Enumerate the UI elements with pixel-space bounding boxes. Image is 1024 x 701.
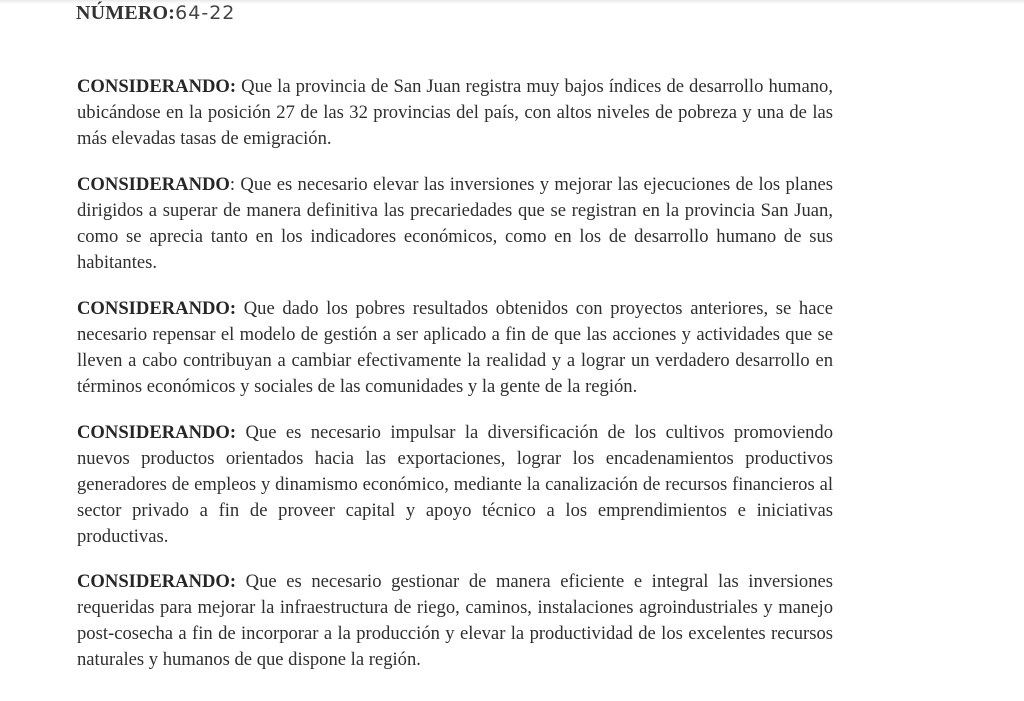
considerando-paragraph-5 (77, 569, 833, 673)
considerando-paragraph-1 (77, 74, 833, 152)
document-number-label: NÚMERO: (76, 2, 176, 24)
paragraph-text: Que dado los pobres resultados obtenidos con proyectos anteriores, se hace necesario repensar el modelo de gestión a ser aplicado a fin de que las acciones y actividades que se lleven a cabo contribuyan a cambiar efectivamente la realidad y a lograr un verdadero desarrollo en términos económicos y sociales de las comunidades y la gente de la región. (77, 298, 833, 397)
considerando-paragraph-2 (77, 172, 833, 276)
considerando-paragraph-4 (77, 420, 833, 550)
considerando-paragraph-3 (77, 296, 833, 400)
paragraph-text: Que es necesario impulsar la diversificación de los cultivos promoviendo nuevos productos orientados hacia las exportaciones, lograr los encadenamientos productivos generadores de empleos y dinamismo económico, mediante la canalización de recursos financieros al sector privado a fin de proveer capital y apoyo técnico a los emprendimientos e iniciativas productivas. (77, 422, 833, 547)
document-body (77, 74, 833, 694)
document-number-value: 64-22 (175, 2, 236, 24)
considerando-keyword: CONSIDERANDO: (77, 571, 237, 592)
paragraph-text: : Que es necesario elevar las inversiones y mejorar las ejecuciones de los planes dirigidos a superar de manera definitiva las precariedades que se registran en la provincia San Juan, como se aprecia tanto en los indicadores económicos, como en los de desarrollo humano de sus habitantes. (77, 174, 833, 273)
document-number (76, 0, 235, 26)
considerando-keyword: CONSIDERANDO: (77, 422, 237, 443)
paragraph-text: Que la provincia de San Juan registra muy bajos índices de desarrollo humano, ubicándose en la posición 27 de las 32 provincias del país, con altos niveles de pobreza y una de las más elevadas tasas de emigración. (77, 76, 833, 149)
considerando-keyword: CONSIDERANDO (77, 174, 230, 195)
considerando-keyword: CONSIDERANDO: (77, 298, 237, 319)
paragraph-text: Que es necesario gestionar de manera eficiente e integral las inversiones requeridas para mejorar la infraestructura de riego, caminos, instalaciones agroindustriales y manejo post-cosecha a fin de incorporar a la producción y elevar la productividad de los excelentes recursos naturales y humanos de que dispone la región. (77, 571, 833, 670)
considerando-keyword: CONSIDERANDO: (77, 76, 237, 97)
